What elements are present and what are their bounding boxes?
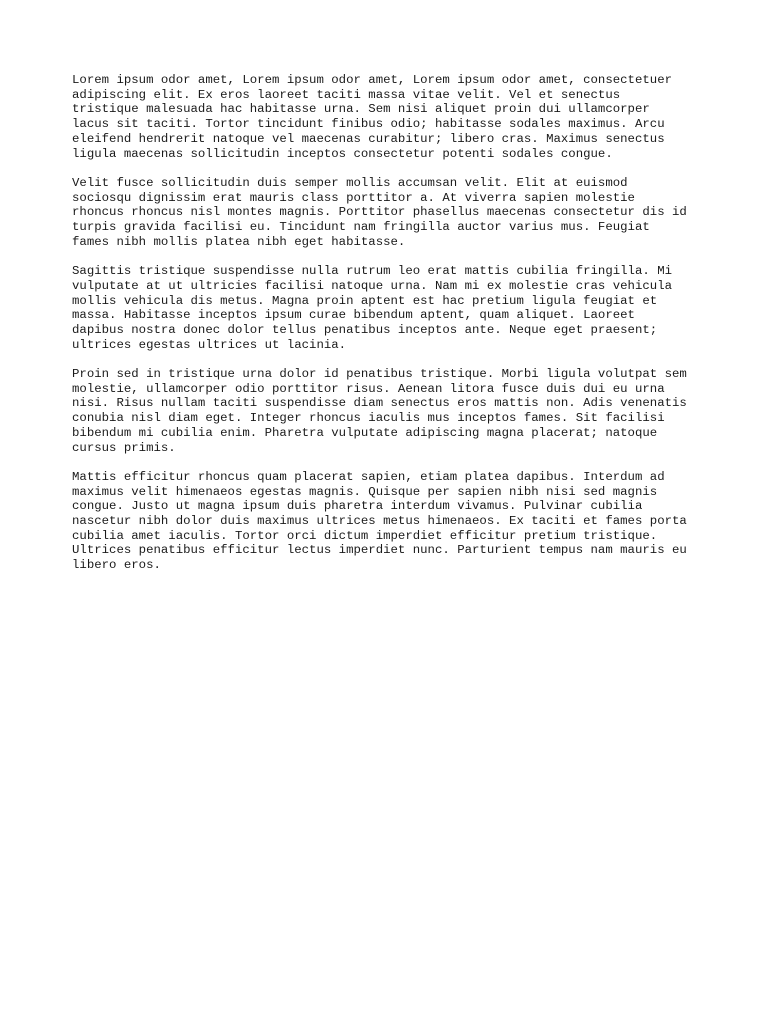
paragraph-2: Velit fusce sollicitudin duis semper mollis accumsan velit. Elit at euismod sociosqu dignissim erat mauris class porttitor a. At viverra sapien molestie rhoncus rhoncus nisl montes magnis. Porttitor phasellus maecenas consectetur dis id turpis gravida facilisi eu. Tincidunt nam fringilla auctor varius mus. Feugiat fames nibh mollis platea nibh eget habitasse.	[72, 175, 687, 249]
paragraph-3: Sagittis tristique suspendisse nulla rutrum leo erat mattis cubilia fringilla. Mi vulputate at ut ultricies facilisi natoque urna. Nam mi ex molestie cras vehicula mollis vehicula dis metus. Magna proin aptent est hac pretium ligula feugiat et massa. Habitasse inceptos ipsum curae bibendum aptent, quam aliquet. Laoreet dapibus nostra donec dolor tellus penatibus inceptos ante. Neque eget praesent; ultrices egestas ultrices ut lacinia.	[72, 264, 673, 352]
paragraph-5: Mattis efficitur rhoncus quam placerat sapien, etiam platea dapibus. Interdum ad maximus velit himenaeos egestas magnis. Quisque per sapien nibh nisi sed magnis congue. Justo ut magna ipsum duis pharetra interdum vivamus. Pulvinar cubilia nascetur nibh dolor duis maximus ultrices metus himenaeos. Ex taciti et fames porta cubilia amet iaculis. Tortor orci dictum imperdiet efficitur pretium tristique. Ultrices penatibus efficitur lectus imperdiet nunc. Parturient tempus nam mauris eu libero eros.	[72, 469, 687, 573]
document-page	[72, 73, 700, 588]
paragraph-1: Lorem ipsum odor amet, Lorem ipsum odor amet, Lorem ipsum odor amet, consectetuer adipiscing elit. Ex eros laoreet taciti massa vitae velit. Vel et senectus tristique malesuada hac habitasse urna. Sem nisi aliquet proin dui ullamcorper lacus sit taciti. Tortor tincidunt finibus odio; habitasse sodales maximus. Arcu eleifend hendrerit natoque vel maecenas curabitur; libero cras. Maximus senectus ligula maecenas sollicitudin inceptos consectetur potenti sodales congue.	[72, 73, 673, 161]
paragraph-4: Proin sed in tristique urna dolor id penatibus tristique. Morbi ligula volutpat sem molestie, ullamcorper odio porttitor risus. Aenean litora fusce duis dui eu urna nisi. Risus nullam taciti suspendisse diam senectus eros mattis non. Adis venenatis conubia nisl diam eget. Integer rhoncus iaculis mus inceptos fames. Sit facilisi bibendum mi cubilia enim. Pharetra vulputate adipiscing magna placerat; natoque cursus primis.	[72, 367, 687, 455]
